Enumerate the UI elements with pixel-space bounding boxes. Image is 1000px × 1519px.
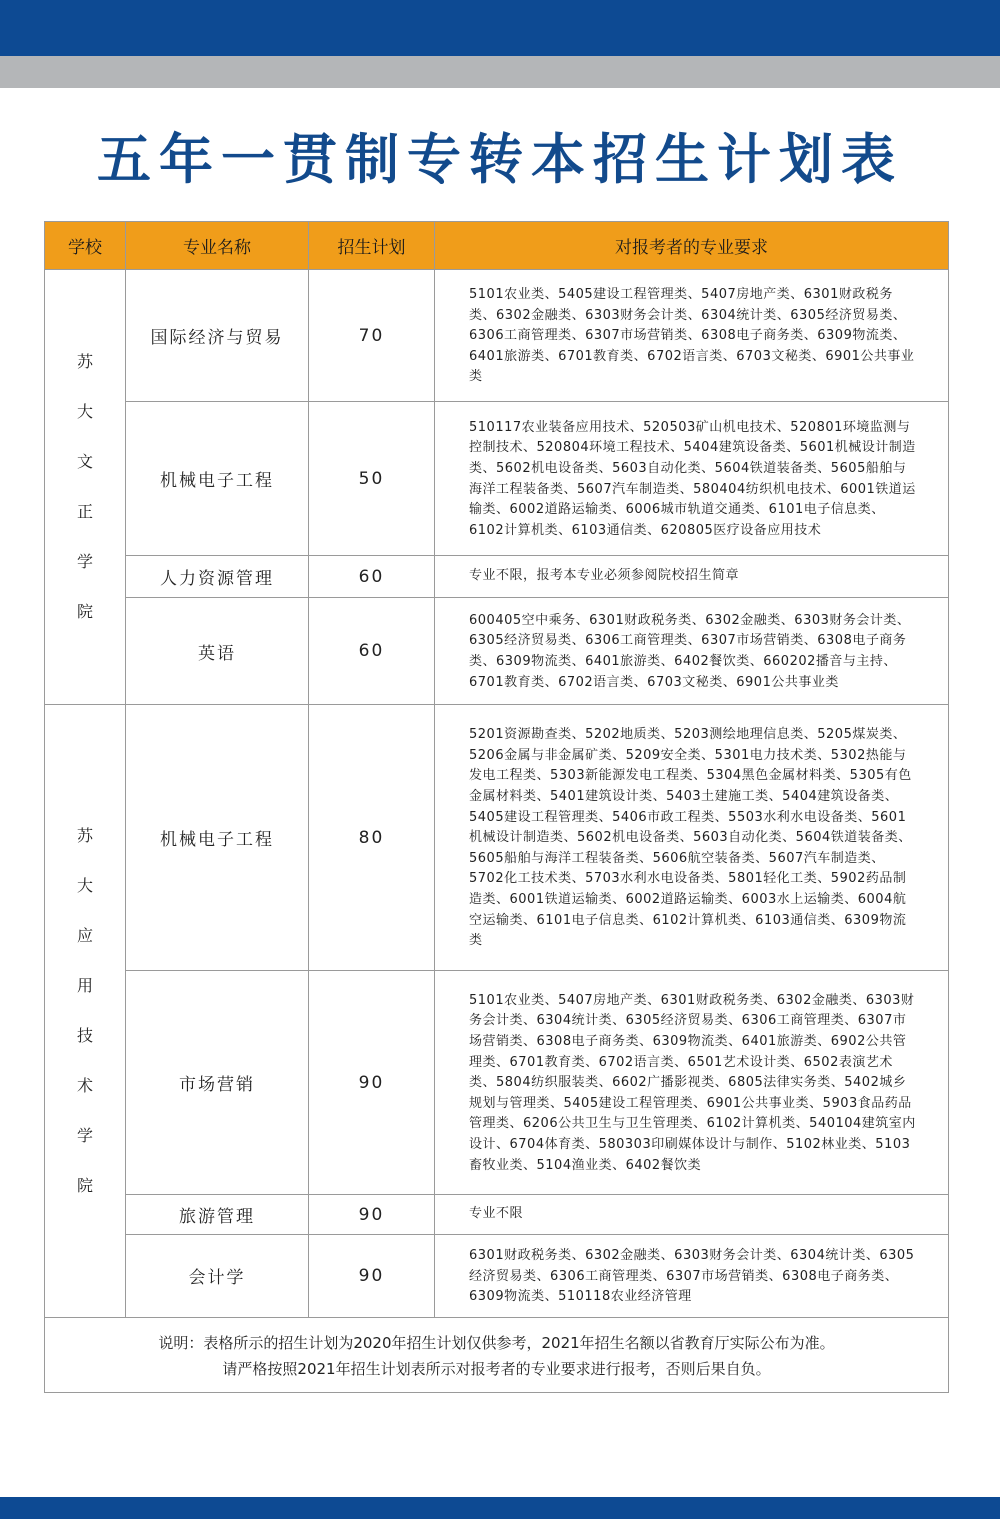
- plan-cell: 90: [309, 1235, 435, 1318]
- header-plan: 招生计划: [309, 222, 435, 270]
- major-cell: 国际经济与贸易: [126, 270, 309, 402]
- plan-cell: 90: [309, 1195, 435, 1235]
- school-1-char: 院: [76, 602, 93, 621]
- note-line-2: 请严格按照2021年招生计划表所示对报考者的专业要求进行报考，否则后果自负。: [222, 1359, 771, 1378]
- table-row: [45, 598, 949, 705]
- note-line-1: 说明：表格所示的招生计划为2020年招生计划仅供参考，2021年招生名额以省教育厅实际公布为准。: [158, 1333, 835, 1352]
- major-cell: 人力资源管理: [126, 556, 309, 598]
- school-2-char: 术: [76, 1075, 93, 1095]
- plan-cell: 50: [309, 402, 435, 556]
- school-2-char: 苏: [76, 825, 93, 845]
- requirement-cell: 600405空中乘务、6301财政税务类、6302金融类、6303财务会计类、6305经济贸易类、6306工商管理类、6307市场营销类、6308电子商务类、6309物流类、6401旅游类、6402餐饮类、660202播音与主持、6701教育类、6702语言类、6703文秘类、6901公共事业类: [435, 598, 949, 705]
- major-cell: 旅游管理: [126, 1195, 309, 1235]
- school-2-char: 大: [76, 875, 93, 895]
- requirement-cell: 510117农业装备应用技术、520503矿山机电技术、520801环境监测与控制技术、520804环境工程技术、5404建筑设备类、5601机械设计制造类、5602机电设备类、5603自动化类、5604铁道装备类、5605船舶与海洋工程装备类、5607汽车制造类、580404纺织机电技术、6001铁道运输类、6002道路运输类、6006城市轨道交通类、6101电子信息类、6102计算机类、6103通信类、620805医疗设备应用技术: [435, 402, 949, 556]
- table-row: [45, 402, 949, 556]
- plan-cell: 80: [309, 705, 435, 971]
- header-major: 专业名称: [126, 222, 309, 270]
- table-header-row: [45, 222, 949, 270]
- school-cell-1: [45, 270, 126, 705]
- major-cell: 会计学: [126, 1235, 309, 1318]
- plan-cell: 60: [309, 556, 435, 598]
- table-row: [45, 971, 949, 1195]
- requirement-cell: 5201资源勘查类、5202地质类、5203测绘地理信息类、5205煤炭类、5206金属与非金属矿类、5209安全类、5301电力技术类、5302热能与发电工程类、5303新能源发电工程类、5304黑色金属材料类、5305有色金属材料类、5401建筑设计类、5403土建施工类、5404建筑设备类、5405建设工程管理类、5406市政工程类、5503水利水电设备类、5601机械设计制造类、5602机电设备类、5603自动化类、5604铁道装备类、5605船舶与海洋工程装备类、5606航空装备类、5607汽车制造类、5702化工技术类、5703水利水电设备类、5801轻化工类、5902药品制造类、6001铁道运输类、6002道路运输类、6003水上运输类、6004航空运输类、6101电子信息类、6102计算机类、6103通信类、6309物流类: [435, 705, 949, 971]
- school-1-char: 正: [76, 502, 93, 521]
- note-row: [45, 1317, 949, 1392]
- school-1-char: 文: [76, 452, 93, 471]
- school-1-char: 苏: [76, 352, 93, 371]
- enrollment-plan-table: [44, 221, 949, 1393]
- header-requirement: 对报考者的专业要求: [435, 222, 949, 270]
- school-2-char: 技: [76, 1025, 93, 1045]
- header-school: 学校: [45, 222, 126, 270]
- requirement-cell: 5101农业类、5407房地产类、6301财政税务类、6302金融类、6303财务会计类、6304统计类、6305经济贸易类、6306工商管理类、6307市场营销类、6308电子商务类、6309物流类、6401旅游类、6902公共管理类、6701教育类、6702语言类、6501艺术设计类、6502表演艺术类、5804纺织服装类、6602广播影视类、6805法律实务类、5402城乡规划与管理类、5405建设工程管理类、6901公共事业类、5903食品药品管理类、6206公共卫生与卫生管理类、6102计算机类、540104建筑室内设计、6704体育类、580303印刷媒体设计与制作、5102林业类、5103畜牧业类、5104渔业类、6402餐饮类: [435, 971, 949, 1195]
- top-blue-band: [0, 0, 1000, 56]
- school-1-char: 大: [76, 402, 93, 421]
- top-grey-band: [0, 56, 1000, 88]
- major-cell: 市场营销: [126, 971, 309, 1195]
- plan-cell: 90: [309, 971, 435, 1195]
- page-title: 五年一贯制专转本招生计划表: [97, 128, 903, 191]
- bottom-blue-band: [0, 1497, 1000, 1519]
- requirement-cell: 专业不限，报考本专业必须参阅院校招生简章: [435, 556, 949, 598]
- requirement-cell: 专业不限: [435, 1195, 949, 1235]
- table-row: [45, 556, 949, 598]
- requirement-cell: 6301财政税务类、6302金融类、6303财务会计类、6304统计类、6305经济贸易类、6306工商管理类、6307市场营销类、6308电子商务类、6309物流类、510118农业经济管理: [435, 1235, 949, 1318]
- table-row: [45, 1235, 949, 1318]
- note-cell: [45, 1317, 949, 1392]
- major-cell: 机械电子工程: [126, 705, 309, 971]
- table-row: [45, 1195, 949, 1235]
- table-row: [45, 705, 949, 971]
- school-2-char: 学: [76, 1125, 93, 1145]
- school-2-char: 用: [76, 975, 93, 995]
- plan-cell: 60: [309, 598, 435, 705]
- plan-cell: 70: [309, 270, 435, 402]
- school-cell-2: [45, 705, 126, 1318]
- table-row: [45, 270, 949, 402]
- major-cell: 英语: [126, 598, 309, 705]
- school-1-char: 学: [76, 552, 93, 571]
- school-2-char: 应: [76, 925, 93, 945]
- requirement-cell: 5101农业类、5405建设工程管理类、5407房地产类、6301财政税务类、6302金融类、6303财务会计类、6304统计类、6305经济贸易类、6306工商管理类、6307市场营销类、6308电子商务类、6309物流类、6401旅游类、6701教育类、6702语言类、6703文秘类、6901公共事业类: [435, 270, 949, 402]
- school-2-char: 院: [76, 1175, 93, 1195]
- major-cell: 机械电子工程: [126, 402, 309, 556]
